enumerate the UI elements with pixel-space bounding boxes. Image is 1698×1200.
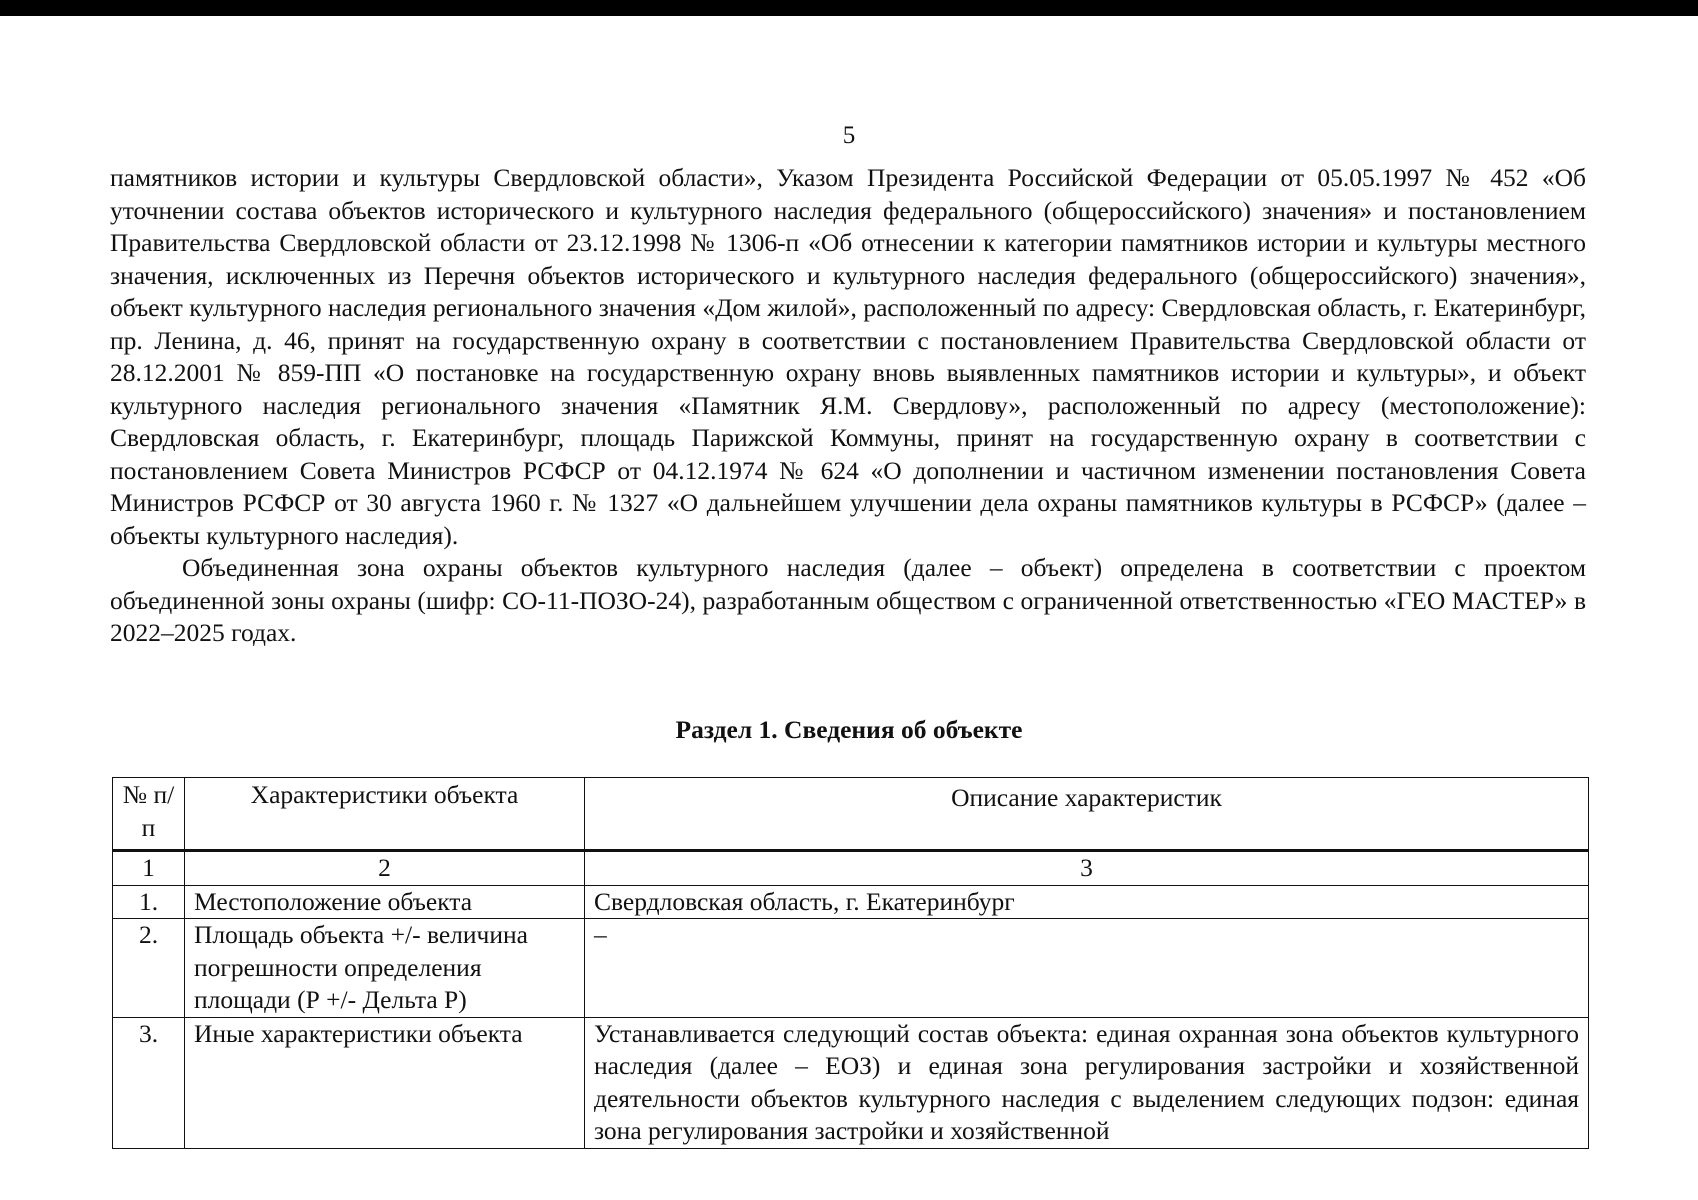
column-number-3: 3 (585, 851, 1589, 886)
paragraph-legal-basis: памятников истории и культуры Свердловской области», Указом Президента Российской Федерации от 05.05.1997 № 452 «Об уточнении состава объектов исторического и культурного наследия федерального (общероссийского) значения» и постановлением Правительства Свердловской области от 23.12.1998 № 1306-п «Об отнесении к категории памятников истории и культуры местного значения, исключенных из Перечня объектов исторического и культурного наследия федерального (общероссийского) значения», объект культурного наследия регионального значения «Дом жилой», расположенный по адресу: Свердловская область, г. Екатеринбург, пр. Ленина, д. 46, принят на государственную охрану в соответствии с постановлением Правительства Свердловской области от 28.12.2001 № 859-ПП «О постановке на государственную охрану вновь выявленных памятников истории и культуры», и объект культурного наследия регионального значения «Памятник Я.М. Свердлову», расположенный по адресу (местоположение): Свердловская область, г. Екатеринбург, площадь Парижской Коммуны, принят на государственную охрану в соответствии с постановлением Совета Министров РСФСР от 04.12.1974 № 624 «О дополнении и частичном изменении постановления Совета Министров РСФСР от 30 августа 1960 г. № 1327 «О дальнейшем улучшении дела охраны памятников культуры в РСФСР» (далее – объекты культурного наследия). (110, 163, 1586, 550)
object-info-table (112, 777, 1589, 1149)
row-description: Свердловская область, г. Екатеринбург (585, 885, 1589, 919)
section-title: Раздел 1. Сведения об объекте (675, 715, 1023, 744)
row-number: 3. (113, 1017, 185, 1148)
row-characteristic: Иные характеристики объекта (185, 1017, 585, 1148)
row-description: – (585, 919, 1589, 1018)
header-characteristic: Характеристики объекта (185, 778, 585, 851)
table-header-row (113, 778, 1589, 851)
row-characteristic: Местоположение объекта (185, 885, 585, 919)
page-number: 5 (842, 122, 856, 149)
scan-top-border (0, 0, 1698, 16)
column-number-2: 2 (185, 851, 585, 886)
paragraph-object-definition: Объединенная зона охраны объектов культурного наследия (далее – объект) определена в соответствии с проектом объединенной зоны охраны (шифр: СО-11-ПОЗО-24), разработанным обществом с ограниченной ответственностью «ГЕО МАСТЕР» в 2022–2025 годах. (110, 553, 1586, 647)
column-number-1: 1 (113, 851, 185, 886)
header-description: Описание характеристик (585, 778, 1589, 851)
table-column-numbers-row (113, 851, 1589, 886)
table-row (113, 1017, 1589, 1148)
table-row (113, 885, 1589, 919)
row-description: Устанавливается следующий состав объекта: единая охранная зона объектов культурного наследия (далее – ЕОЗ) и единая зона регулирования застройки и хозяйственной деятельности объектов культурного наследия с выделением следующих подзон: единая зона регулирования застройки и хозяйственной (585, 1017, 1589, 1148)
row-number: 1. (113, 885, 185, 919)
row-number: 2. (113, 919, 185, 1018)
table-row (113, 919, 1589, 1018)
row-characteristic: Площадь объекта +/- величина погрешности определения площади (Р +/- Дельта Р) (185, 919, 585, 1018)
body-text (110, 162, 1586, 650)
header-number: № п/п (113, 778, 185, 851)
